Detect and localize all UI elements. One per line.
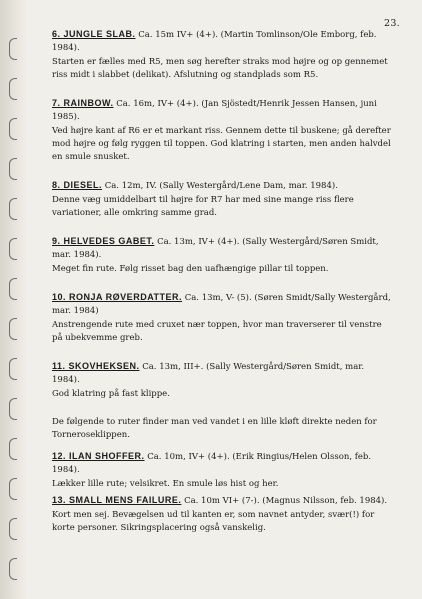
route-description: Denne væg umiddelbart til højre for R7 har med sine mange riss flere variationer, alle omkring samme grad. [52, 195, 354, 218]
route-description: Kort men sej. Bevægelsen ud til kanten er, som navnet antyder, svær(!) for korte personer. Sikringsplacering også vanskelig. [52, 510, 375, 533]
route-description: Lækker lille rute; velsikret. En smule løs hist og her. [52, 479, 279, 489]
route-info: Ca. 13m, III+. (Sally Westergård/Søren Smidt, mar. 1984). [52, 362, 365, 385]
binder-ring [9, 38, 17, 60]
route-description: Ved højre kant af R6 er et markant riss. Gennem dette til buskene; gå derefter mod højre og følg ryggen til toppen. God klatring i starten, men anden halvdel en smule snusket. [52, 126, 391, 162]
page-number: 23. [383, 18, 400, 29]
route-entry [52, 235, 392, 276]
binder-ring [9, 478, 17, 500]
route-info: Ca. 10m VI+ (7-). (Magnus Nilsson, feb. 1984). [184, 496, 388, 506]
binder-ring [9, 558, 17, 580]
route-description: Meget fin rute. Følg risset bag den uafhængige pillar til toppen. [52, 264, 329, 274]
route-entry [52, 450, 392, 491]
route-entry [52, 179, 392, 220]
route-info: Ca. 13m, IV+ (4+). (Sally Westergård/Søren Smidt, mar. 1984). [52, 237, 379, 260]
binder-ring [9, 518, 17, 540]
binder-ring [9, 198, 17, 220]
route-description: God klatring på fast klippe. [52, 389, 170, 399]
binder-ring [9, 318, 17, 340]
route-info: Ca. 10m, IV+ (4+). (Erik Ringius/Helen Olsson, feb. 1984). [52, 452, 372, 475]
route-description: Anstrengende rute med cruxet nær toppen, hvor man traverserer til venstre på ubekvemme greb. [52, 320, 382, 343]
binder-ring [9, 158, 17, 180]
route-entry [52, 291, 392, 345]
binder-ring [9, 398, 17, 420]
route-info: Ca. 16m, IV+ (4+). (Jan Sjöstedt/Henrik Jessen Hansen, juni 1985). [52, 99, 377, 122]
route-title: 12. ILAN SHOFFER. [52, 451, 145, 461]
binder-ring [9, 118, 17, 140]
route-title: 9. HELVEDES GABET. [52, 236, 155, 246]
binder-ring [9, 78, 17, 100]
binder-ring [9, 278, 17, 300]
binder-ring [9, 358, 17, 380]
route-info: Ca. 15m IV+ (4+). (Martin Tomlinson/Ole Emborg, feb. 1984). [52, 30, 377, 53]
binder-margin [0, 0, 28, 599]
route-info: Ca. 12m, IV. (Sally Westergård/Lene Dam, mar. 1984). [104, 181, 338, 191]
route-title: 10. RONJA RØVERDATTER. [52, 292, 183, 302]
route-entry [52, 28, 392, 82]
route-title: 11. SKOVHEKSEN. [52, 361, 140, 371]
route-entry [52, 494, 392, 535]
page-content [52, 28, 392, 550]
route-title: 8. DIESEL. [52, 180, 103, 190]
route-title: 6. JUNGLE SLAB. [52, 29, 136, 39]
binder-ring [9, 238, 17, 260]
route-title: 7. RAINBOW. [52, 98, 114, 108]
route-entry [52, 360, 392, 401]
route-title: 13. SMALL MENS FAILURE. [52, 495, 182, 505]
route-entry [52, 97, 392, 164]
route-info: Ca. 13m, V- (5). (Søren Smidt/Sally Westergård, mar. 1984) [52, 293, 391, 316]
route-description: Starten er fælles med R5, men søg herefter straks mod højre og op gennemet riss midt i slabbet (delikat). Afslutning og standplads som R5. [52, 57, 388, 80]
section-intro: De følgende to ruter finder man ved vandet i en lille kløft direkte neden for Torneroseklippen. [52, 417, 377, 440]
binder-ring [9, 438, 17, 460]
